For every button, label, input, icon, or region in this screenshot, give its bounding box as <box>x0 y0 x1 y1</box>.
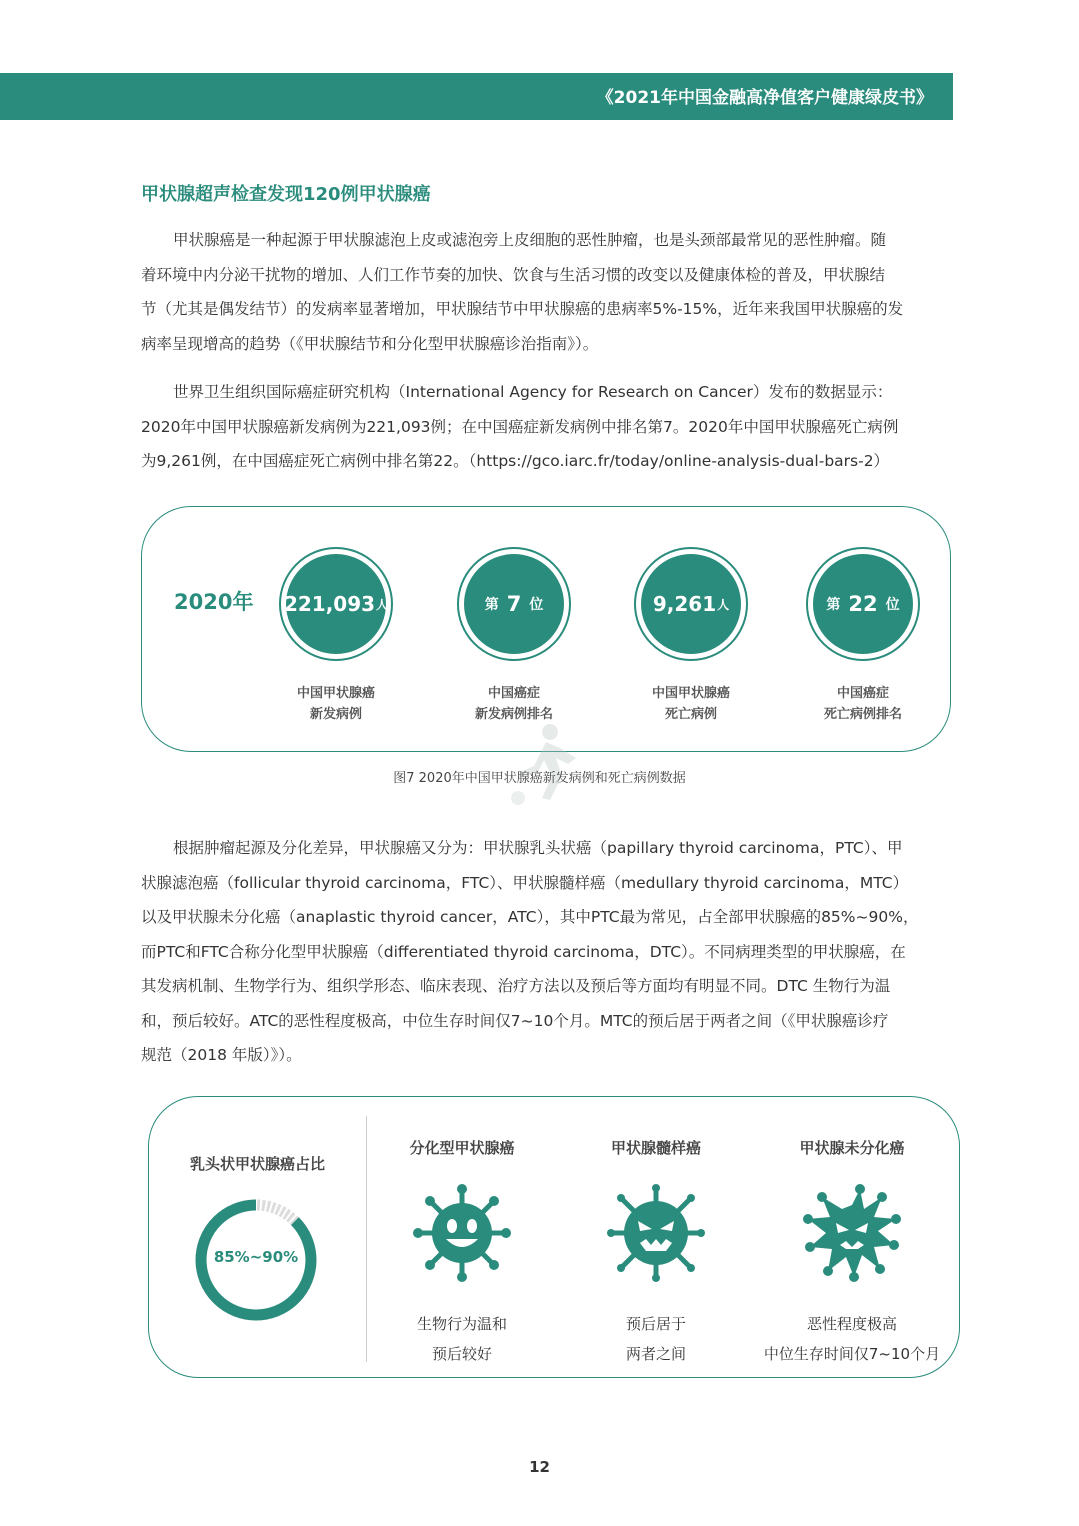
paragraph-who-data <box>141 375 941 479</box>
paragraph-line: 为9,261例，在中国癌症死亡病例中排名第22。（https://gco.iarc.fr/today/online-analysis-dual-bars-2） <box>141 452 890 470</box>
paragraph-line: 甲状腺癌是一种起源于甲状腺滤泡上皮或滤泡旁上皮细胞的恶性肿瘤，也是头颈部最常见的恶性肿瘤。随 <box>173 231 887 249</box>
paragraph-line: 而PTC和FTC合称分化型甲状腺癌（differentiated thyroid carcinoma，DTC）。不同病理类型的甲状腺癌，在 <box>141 942 906 961</box>
paragraph-line: 病率呈现增高的趋势（《甲状腺结节和分化型甲状腺癌诊治指南》）。 <box>141 334 599 353</box>
paragraph-line: 2020年中国甲状腺癌新发病例为221,093例；在中国癌症新发病例中排名第7。2020年中国甲状腺癌死亡病例 <box>141 417 899 436</box>
type-description: 恶性程度极高 中位生存时间仅7~10个月 <box>763 1315 941 1363</box>
stat-ring <box>457 547 571 661</box>
stat-disc <box>641 554 741 654</box>
paragraph-line: 着环境中内分泌干扰物的增加、人们工作节奏的加快、饮食与生活习惯的改变以及健康体检的普及，甲状腺结 <box>141 265 886 284</box>
stat-disc: 第 7 位 <box>464 554 564 654</box>
stat-value: 9,261 <box>652 592 717 616</box>
type-medullary <box>556 1137 756 1369</box>
type-differentiated <box>362 1137 562 1369</box>
header-banner <box>0 73 953 120</box>
stat-new-cases-rank <box>454 547 574 725</box>
stat-unit: 人 <box>376 597 389 612</box>
figure-caption: 图7 2020年中国甲状腺癌新发病例和死亡病例数据 <box>393 771 686 786</box>
paragraph-types <box>141 831 941 1073</box>
paragraph-line: 根据肿瘤起源及分化差异，甲状腺癌又分为：甲状腺乳头状癌（papillary thyroid carcinoma，PTC）、甲 <box>173 839 903 857</box>
stat-ring <box>279 547 393 661</box>
stat-disc: 第 22 位 <box>813 554 913 654</box>
runner-watermark-icon <box>498 720 588 810</box>
smiling-virus-icon <box>412 1183 512 1283</box>
paragraph-line: 节（尤其是偶发结节）的发病率显著增加，甲状腺结节中甲状腺癌的患病率5%-15%，近年来我国甲状腺癌的发 <box>141 300 904 318</box>
type-description: 预后居于 两者之间 <box>625 1315 686 1363</box>
type-description: 生物行为温和 预后较好 <box>416 1315 507 1363</box>
angry-virus-icon <box>606 1183 706 1283</box>
type-name: 分化型甲状腺癌 <box>409 1139 515 1157</box>
stat-label: 中国癌症 新发病例排名 <box>474 686 553 722</box>
type-name: 甲状腺髓样癌 <box>610 1139 701 1157</box>
paragraph-line: 规范（2018 年版）》）。 <box>141 1046 302 1064</box>
stats-year: 2020年 <box>174 590 254 614</box>
stat-label: 中国甲状腺癌 死亡病例 <box>651 686 730 722</box>
stat-ring <box>806 547 920 661</box>
stat-new-cases <box>276 547 396 725</box>
stat-value: 221,093 <box>283 592 376 616</box>
section-title: 甲状腺超声检查发现120例甲状腺癌 <box>141 184 431 205</box>
stat-rank: 7 <box>506 592 522 616</box>
stat-deaths-rank <box>803 547 923 725</box>
paragraph-intro <box>141 223 941 361</box>
donut-title: 乳头状甲状腺癌占比 <box>189 1155 325 1173</box>
stat-disc <box>283 554 389 654</box>
aggressive-virus-icon <box>802 1183 902 1283</box>
donut-value: 85%~90% <box>213 1248 299 1266</box>
paragraph-line: 状腺滤泡癌（follicular thyroid carcinoma，FTC）、甲状腺髓样癌（medullary thyroid carcinoma，MTC） <box>141 873 909 892</box>
paragraph-line: 以及甲状腺未分化癌（anaplastic thyroid cancer，ATC），其中PTC最为常见，占全部甲状腺癌的85%~90%， <box>141 908 919 926</box>
stat-rank: 22 <box>848 592 878 616</box>
paragraph-line: 世界卫生组织国际癌症研究机构（International Agency for Research on Cancer）发布的数据显示： <box>173 383 893 401</box>
stat-unit: 人 <box>717 597 730 612</box>
type-anaplastic <box>752 1137 952 1369</box>
stat-deaths <box>631 547 751 725</box>
type-name: 甲状腺未分化癌 <box>799 1139 905 1157</box>
document-title: 《2021年中国金融高净值客户健康绿皮书》 <box>596 88 933 108</box>
stat-ring <box>634 547 748 661</box>
paragraph-line: 和，预后较好。ATC的恶性程度极高，中位生存时间仅7~10个月。MTC的预后居于两者之间（《甲状腺癌诊疗 <box>141 1011 889 1030</box>
stat-label: 中国甲状腺癌 新发病例 <box>296 686 375 722</box>
stat-label: 中国癌症 死亡病例排名 <box>823 686 902 722</box>
page-number: 12 <box>529 1458 550 1476</box>
paragraph-line: 其发病机制、生物学行为、组织学形态、临床表现、治疗方法以及预后等方面均有明显不同。DTC 生物行为温 <box>141 977 891 995</box>
